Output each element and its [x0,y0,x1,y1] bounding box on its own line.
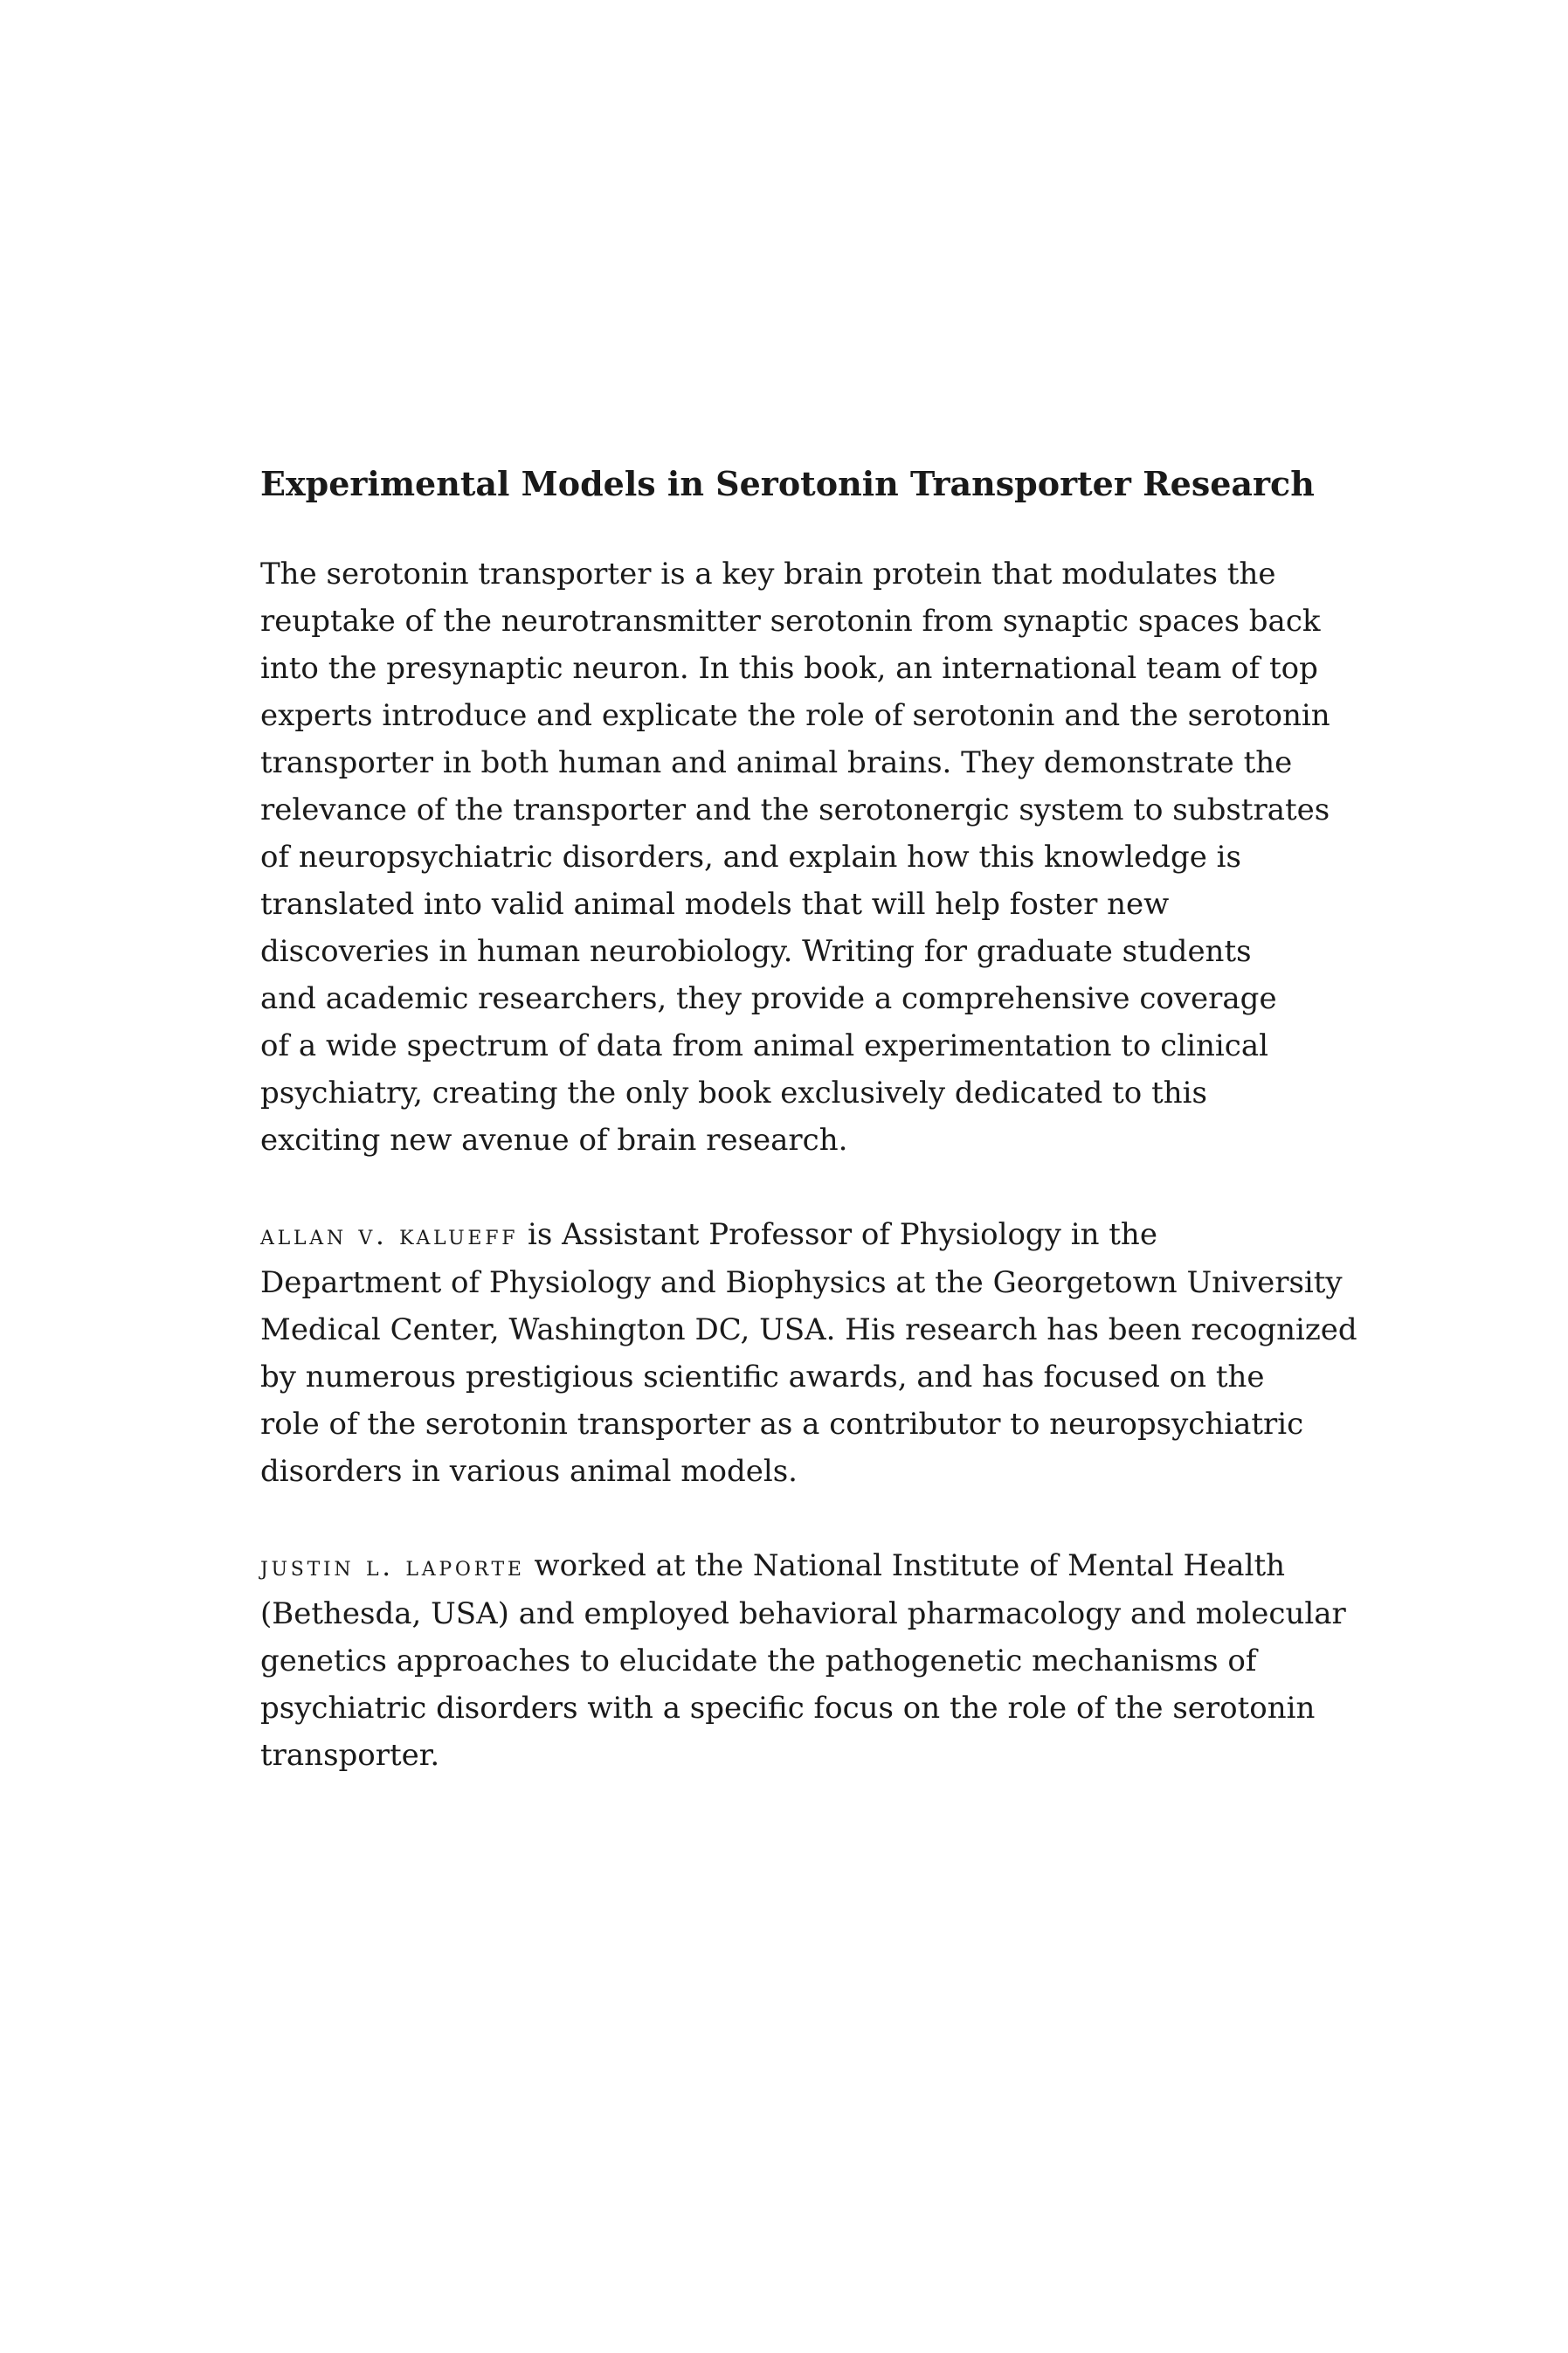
description-line: transporter in both human and animal brains. They demonstrate the [260,745,1293,780]
bio-line: by numerous prestigious scientific awards, and has focused on the [260,1360,1265,1394]
description-line: of neuropsychiatric disorders, and explain how this knowledge is [260,840,1241,875]
bio-line: disorders in various animal models. [260,1454,798,1489]
bio-line: (Bethesda, USA) and employed behavioral pharmacology and molecular [260,1596,1346,1631]
description-line: of a wide spectrum of data from animal experimentation to clinical [260,1028,1268,1063]
author-name: allan v. kalueff [260,1220,519,1251]
bio-first-line [260,1211,1317,1259]
description-line: into the presynaptic neuron. In this book, an international team of top [260,651,1318,686]
description-line: and academic researchers, they provide a comprehensive coverage [260,981,1277,1016]
bio-line: role of the serotonin transporter as a contributor to neuropsychiatric [260,1407,1304,1442]
bio-line: Medical Center, Washington DC, USA. His research has been recognized [260,1312,1357,1347]
description-line: The serotonin transporter is a key brain protein that modulates the [260,557,1276,592]
bio-line: transporter. [260,1738,440,1773]
bio-text: worked at the National Institute of Mental Health [524,1548,1286,1583]
bio-line: psychiatric disorders with a specific focus on the role of the serotonin [260,1691,1316,1726]
bio-line: genetics approaches to elucidate the pathogenetic mechanisms of [260,1644,1257,1678]
description-line: translated into valid animal models that will help foster new [260,887,1170,922]
book-description [260,550,1330,1164]
author-bio-kalueff [260,1211,1357,1495]
bio-first-line [260,1542,1317,1590]
description-line: psychiatry, creating the only book exclusively dedicated to this [260,1076,1207,1111]
book-title: Experimental Models in Serotonin Transporter Research [260,464,1315,503]
description-line: relevance of the transporter and the serotonergic system to substrates [260,792,1330,827]
author-bio-laporte [260,1542,1346,1779]
description-line: reuptake of the neurotransmitter serotonin from synaptic spaces back [260,604,1321,639]
author-name: justin l. laporte [260,1551,525,1582]
content-block [260,461,1357,1826]
description-line: exciting new avenue of brain research. [260,1123,848,1158]
description-line: experts introduce and explicate the role of serotonin and the serotonin [260,698,1330,733]
description-line: discoveries in human neurobiology. Writing for graduate students [260,934,1252,969]
bio-line: Department of Physiology and Biophysics at the Georgetown University [260,1265,1343,1300]
bio-text: is Assistant Professor of Physiology in the [518,1217,1157,1252]
